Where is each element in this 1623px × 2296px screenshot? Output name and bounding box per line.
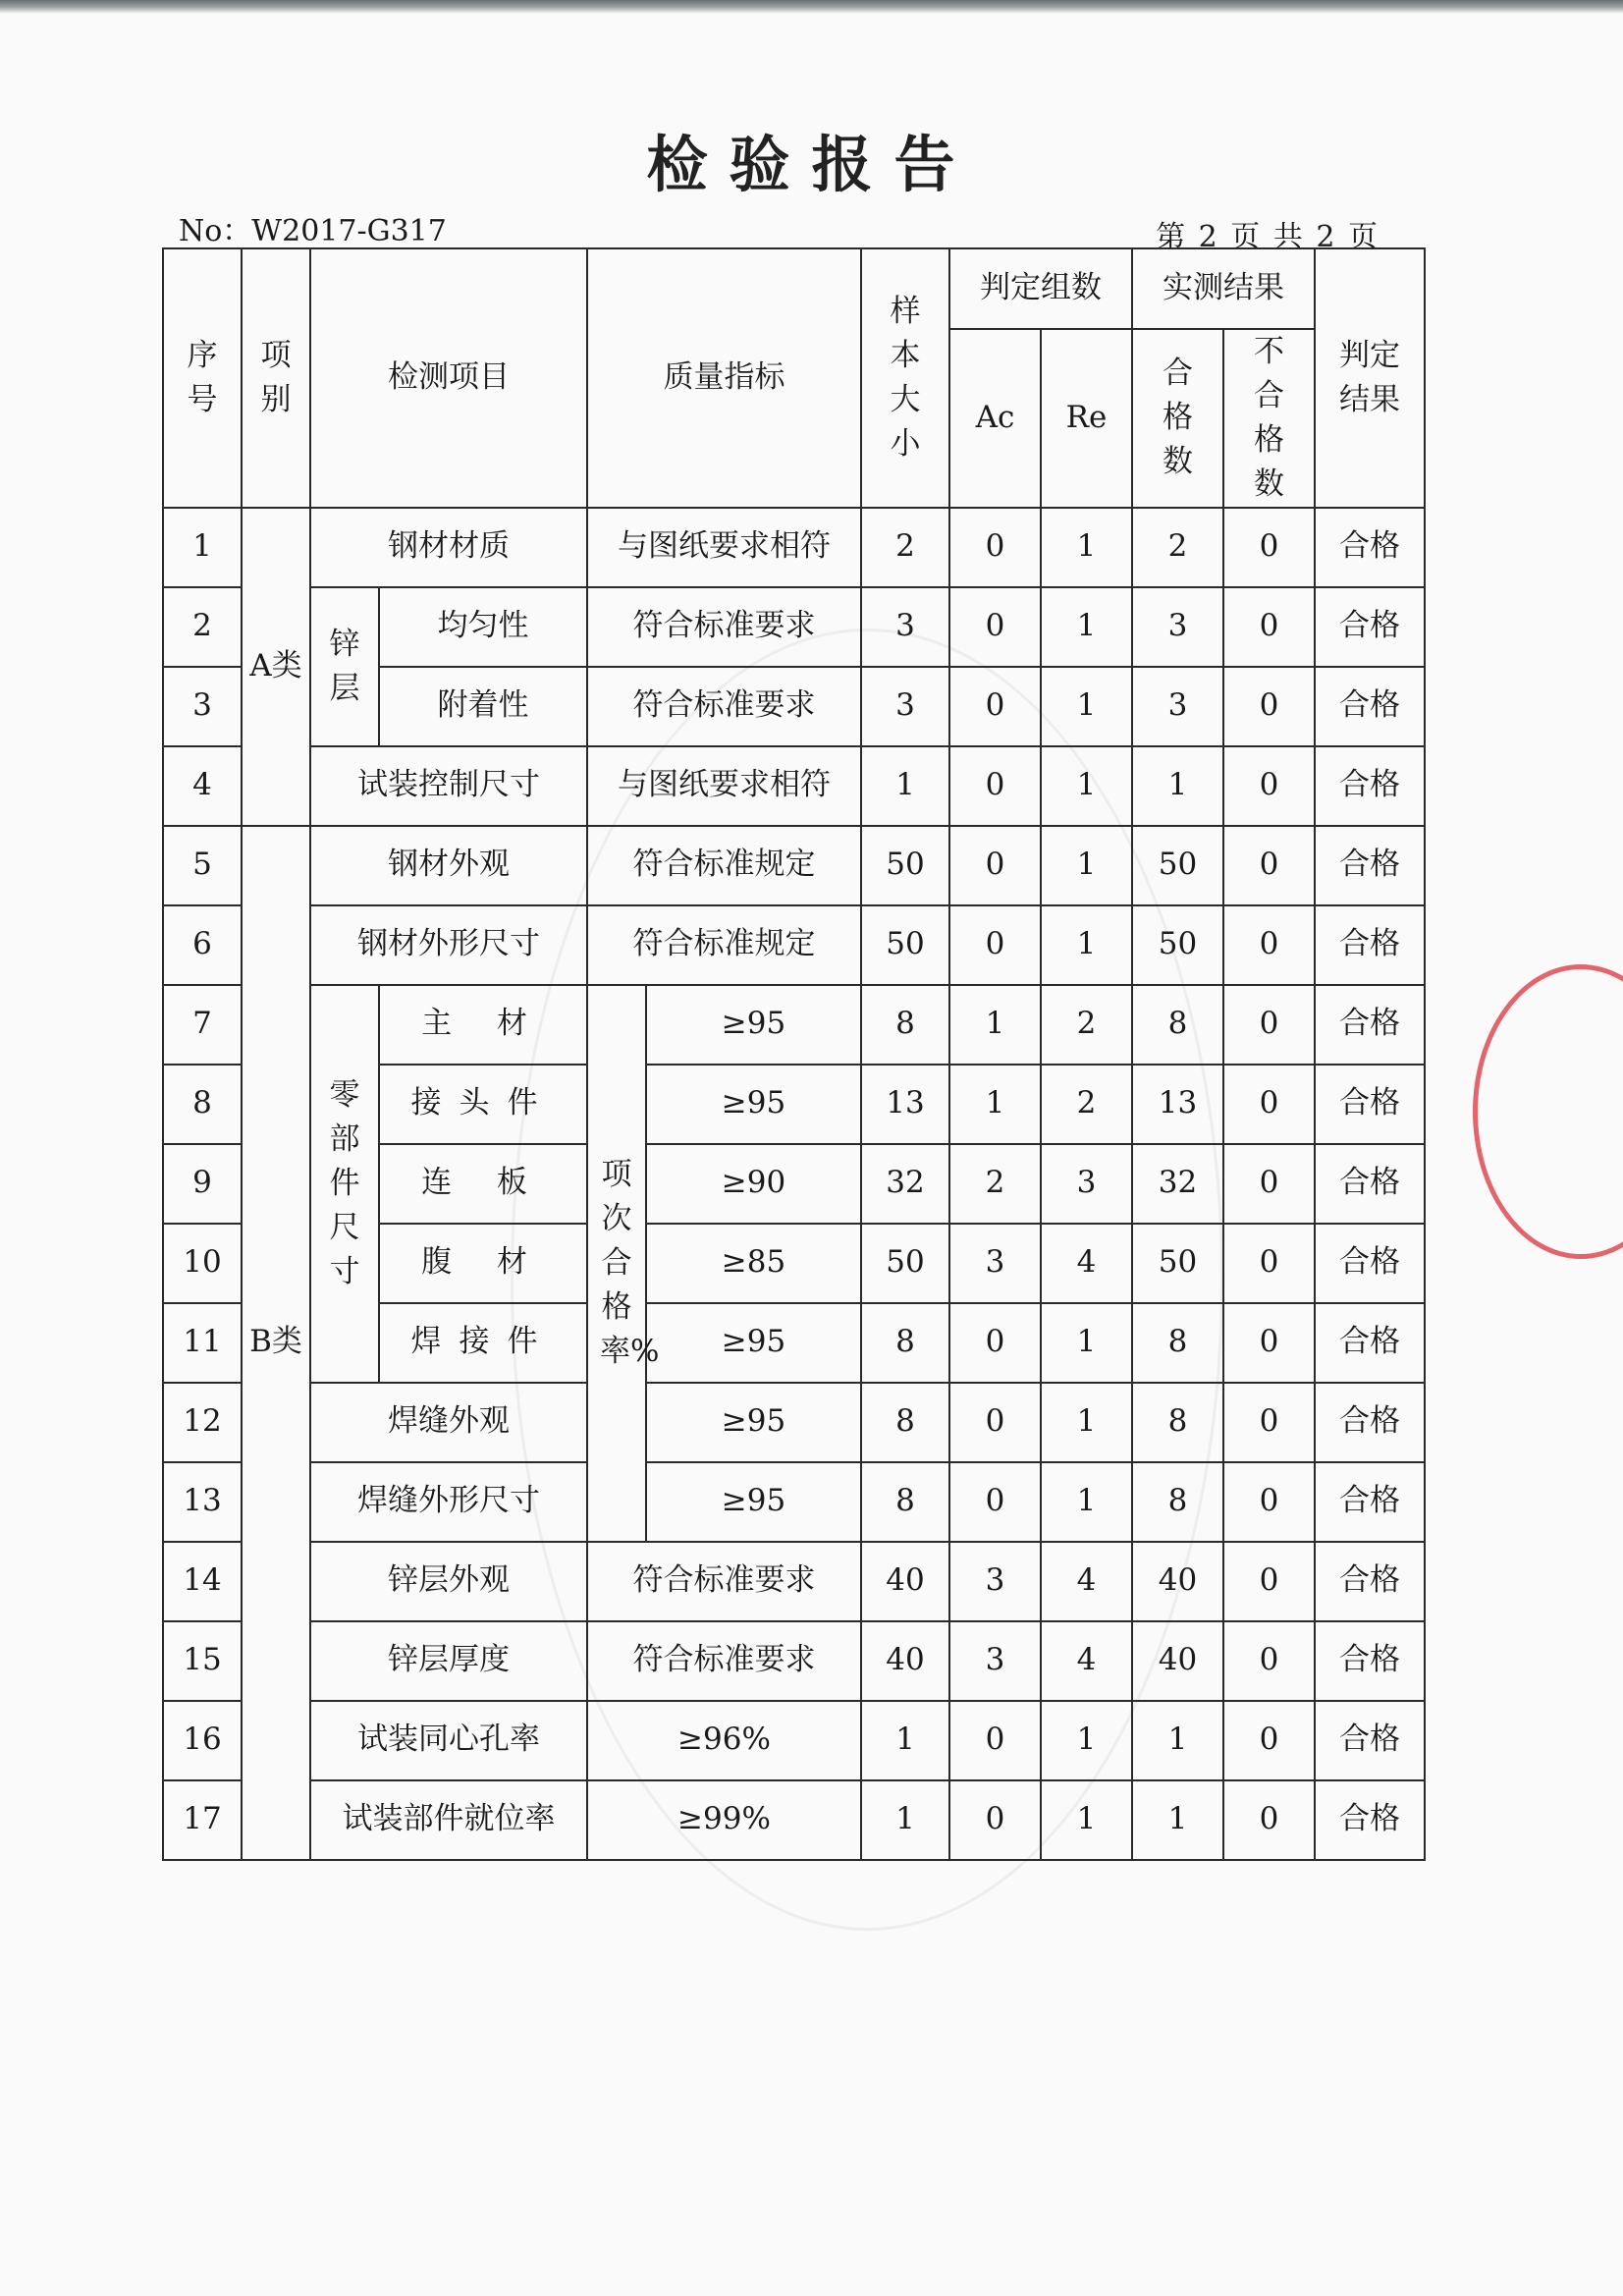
report-number: No：W2017-G317 — [179, 214, 447, 248]
cell-pass: 3 — [1132, 587, 1223, 667]
cell-re: 4 — [1041, 1542, 1132, 1621]
cell-item: 试装同心孔率 — [310, 1701, 587, 1780]
cell-fail: 0 — [1223, 1065, 1315, 1144]
cell-re: 1 — [1041, 905, 1132, 985]
cell-fail: 0 — [1223, 1144, 1315, 1224]
header-ac: Ac — [949, 329, 1041, 508]
group-part-dimension: 零部件尺寸 — [310, 985, 379, 1383]
page-info: 第 2 页 共 2 页 — [1156, 220, 1380, 254]
cell-result: 合格 — [1315, 1542, 1425, 1621]
cell-ac: 3 — [949, 1621, 1041, 1701]
cell-no: 17 — [163, 1780, 242, 1860]
group-a-class: A类 — [242, 508, 310, 826]
cell-fail: 0 — [1223, 1701, 1315, 1780]
cell-item: 连 板 — [379, 1144, 587, 1224]
cell-result: 合格 — [1315, 1462, 1425, 1542]
group-item-pass-rate: 项次合格率% — [587, 985, 646, 1542]
cell-quality: ≥99% — [587, 1780, 861, 1860]
table-row — [163, 985, 1425, 1065]
cell-ac: 1 — [949, 1065, 1041, 1144]
cell-ac: 0 — [949, 1701, 1041, 1780]
cell-re: 1 — [1041, 826, 1132, 905]
cell-ac: 0 — [949, 667, 1041, 746]
cell-item: 腹 材 — [379, 1224, 587, 1303]
cell-quality: ≥95 — [646, 1462, 861, 1542]
cell-result: 合格 — [1315, 1065, 1425, 1144]
cell-quality: ≥95 — [646, 1383, 861, 1462]
cell-sample: 1 — [861, 746, 949, 826]
group-b-class: B类 — [242, 826, 310, 1860]
cell-result: 合格 — [1315, 1303, 1425, 1383]
cell-item: 试装部件就位率 — [310, 1780, 587, 1860]
cell-no: 10 — [163, 1224, 242, 1303]
cell-sample: 1 — [861, 1780, 949, 1860]
cell-sample: 40 — [861, 1542, 949, 1621]
cell-no: 15 — [163, 1621, 242, 1701]
cell-item: 接头件 — [379, 1065, 587, 1144]
cell-item: 锌层外观 — [310, 1542, 587, 1621]
cell-result: 合格 — [1315, 667, 1425, 746]
cell-no: 4 — [163, 746, 242, 826]
cell-pass: 2 — [1132, 508, 1223, 587]
cell-pass: 50 — [1132, 826, 1223, 905]
cell-item: 焊缝外观 — [310, 1383, 587, 1462]
cell-quality: 符合标准要求 — [587, 1621, 861, 1701]
cell-no: 11 — [163, 1303, 242, 1383]
header-item: 检测项目 — [310, 248, 587, 508]
cell-re: 4 — [1041, 1621, 1132, 1701]
cell-ac: 3 — [949, 1224, 1041, 1303]
cell-re: 2 — [1041, 1065, 1132, 1144]
cell-no: 6 — [163, 905, 242, 985]
cell-ac: 0 — [949, 587, 1041, 667]
cell-quality: 与图纸要求相符 — [587, 508, 861, 587]
cell-pass: 3 — [1132, 667, 1223, 746]
cell-pass: 1 — [1132, 1701, 1223, 1780]
table-row — [163, 508, 1425, 587]
cell-ac: 0 — [949, 746, 1041, 826]
cell-quality: ≥95 — [646, 1065, 861, 1144]
cell-fail: 0 — [1223, 905, 1315, 985]
cell-item: 钢材外形尺寸 — [310, 905, 587, 985]
header-result: 判定结果 — [1315, 248, 1425, 508]
header-sample: 样本大小 — [861, 248, 949, 508]
cell-fail: 0 — [1223, 1383, 1315, 1462]
cell-no: 2 — [163, 587, 242, 667]
cell-ac: 0 — [949, 508, 1041, 587]
cell-quality: 符合标准要求 — [587, 1542, 861, 1621]
cell-quality: 符合标准规定 — [587, 905, 861, 985]
inspection-table — [162, 247, 1426, 1861]
cell-item: 主 材 — [379, 985, 587, 1065]
cell-ac: 2 — [949, 1144, 1041, 1224]
cell-sample: 8 — [861, 1462, 949, 1542]
cell-pass: 50 — [1132, 1224, 1223, 1303]
cell-sample: 8 — [861, 985, 949, 1065]
cell-re: 1 — [1041, 1780, 1132, 1860]
cell-no: 1 — [163, 508, 242, 587]
cell-item: 附着性 — [379, 667, 587, 746]
cell-result: 合格 — [1315, 1621, 1425, 1701]
cell-pass: 8 — [1132, 1303, 1223, 1383]
cell-no: 8 — [163, 1065, 242, 1144]
cell-sample: 8 — [861, 1383, 949, 1462]
cell-fail: 0 — [1223, 1621, 1315, 1701]
cell-sample: 8 — [861, 1303, 949, 1383]
cell-re: 1 — [1041, 1303, 1132, 1383]
cell-result: 合格 — [1315, 746, 1425, 826]
cell-re: 1 — [1041, 1701, 1132, 1780]
cell-ac: 0 — [949, 1462, 1041, 1542]
cell-quality: 符合标准规定 — [587, 826, 861, 905]
cell-result: 合格 — [1315, 1224, 1425, 1303]
cell-no: 13 — [163, 1462, 242, 1542]
cell-fail: 0 — [1223, 1462, 1315, 1542]
header-measured: 实测结果 — [1132, 248, 1315, 329]
cell-re: 1 — [1041, 667, 1132, 746]
cell-ac: 0 — [949, 1303, 1041, 1383]
cell-ac: 0 — [949, 905, 1041, 985]
header-fail-count: 不合格数 — [1223, 329, 1315, 508]
cell-quality: ≥85 — [646, 1224, 861, 1303]
cell-result: 合格 — [1315, 1144, 1425, 1224]
cell-re: 4 — [1041, 1224, 1132, 1303]
cell-quality: ≥90 — [646, 1144, 861, 1224]
cell-sample: 13 — [861, 1065, 949, 1144]
table-row — [163, 1383, 1425, 1462]
cell-sample: 1 — [861, 1701, 949, 1780]
cell-ac: 0 — [949, 1383, 1041, 1462]
cell-sample: 40 — [861, 1621, 949, 1701]
group-zinc: 锌层 — [310, 587, 379, 746]
cell-item: 钢材外观 — [310, 826, 587, 905]
table-row — [163, 826, 1425, 905]
red-seal-stamp — [1473, 964, 1623, 1259]
cell-no: 16 — [163, 1701, 242, 1780]
cell-no: 5 — [163, 826, 242, 905]
cell-ac: 0 — [949, 1780, 1041, 1860]
cell-fail: 0 — [1223, 1780, 1315, 1860]
cell-fail: 0 — [1223, 587, 1315, 667]
cell-no: 9 — [163, 1144, 242, 1224]
header-re: Re — [1041, 329, 1132, 508]
cell-pass: 8 — [1132, 1383, 1223, 1462]
cell-no: 12 — [163, 1383, 242, 1462]
cell-sample: 50 — [861, 905, 949, 985]
cell-pass: 13 — [1132, 1065, 1223, 1144]
cell-fail: 0 — [1223, 1224, 1315, 1303]
cell-fail: 0 — [1223, 746, 1315, 826]
document-title: 检验报告 — [646, 129, 977, 200]
cell-quality: ≥96% — [587, 1701, 861, 1780]
cell-re: 1 — [1041, 587, 1132, 667]
table-row — [163, 1621, 1425, 1701]
table-row — [163, 1701, 1425, 1780]
cell-quality: 符合标准要求 — [587, 587, 861, 667]
cell-result: 合格 — [1315, 826, 1425, 905]
cell-pass: 40 — [1132, 1621, 1223, 1701]
table-row — [163, 1542, 1425, 1621]
cell-fail: 0 — [1223, 826, 1315, 905]
cell-result: 合格 — [1315, 905, 1425, 985]
cell-fail: 0 — [1223, 1303, 1315, 1383]
cell-result: 合格 — [1315, 985, 1425, 1065]
header-pass-count: 合格数 — [1132, 329, 1223, 508]
cell-quality: 与图纸要求相符 — [587, 746, 861, 826]
cell-item: 锌层厚度 — [310, 1621, 587, 1701]
cell-pass: 8 — [1132, 1462, 1223, 1542]
cell-pass: 40 — [1132, 1542, 1223, 1621]
cell-sample: 2 — [861, 508, 949, 587]
cell-re: 3 — [1041, 1144, 1132, 1224]
cell-result: 合格 — [1315, 508, 1425, 587]
cell-pass: 8 — [1132, 985, 1223, 1065]
cell-fail: 0 — [1223, 508, 1315, 587]
header-quality: 质量指标 — [587, 248, 861, 508]
cell-pass: 50 — [1132, 905, 1223, 985]
cell-result: 合格 — [1315, 1780, 1425, 1860]
cell-re: 1 — [1041, 508, 1132, 587]
cell-sample: 50 — [861, 826, 949, 905]
header-category: 项别 — [242, 248, 310, 508]
cell-sample: 3 — [861, 667, 949, 746]
cell-item: 试装控制尺寸 — [310, 746, 587, 826]
cell-result: 合格 — [1315, 1701, 1425, 1780]
cell-quality: ≥95 — [646, 1303, 861, 1383]
cell-no: 3 — [163, 667, 242, 746]
cell-sample: 32 — [861, 1144, 949, 1224]
cell-result: 合格 — [1315, 587, 1425, 667]
cell-ac: 1 — [949, 985, 1041, 1065]
cell-no: 7 — [163, 985, 242, 1065]
cell-item: 均匀性 — [379, 587, 587, 667]
scan-edge — [0, 0, 1623, 14]
cell-result: 合格 — [1315, 1383, 1425, 1462]
cell-re: 1 — [1041, 746, 1132, 826]
table-row — [163, 587, 1425, 667]
cell-pass: 1 — [1132, 746, 1223, 826]
table-row — [163, 1780, 1425, 1860]
cell-ac: 0 — [949, 826, 1041, 905]
cell-pass: 1 — [1132, 1780, 1223, 1860]
cell-sample: 50 — [861, 1224, 949, 1303]
cell-re: 1 — [1041, 1462, 1132, 1542]
cell-quality: ≥95 — [646, 985, 861, 1065]
cell-no: 14 — [163, 1542, 242, 1621]
table-row — [163, 1462, 1425, 1542]
cell-re: 2 — [1041, 985, 1132, 1065]
cell-item: 焊接件 — [379, 1303, 587, 1383]
header-seq: 序号 — [163, 248, 242, 508]
cell-re: 1 — [1041, 1383, 1132, 1462]
cell-sample: 3 — [861, 587, 949, 667]
cell-ac: 3 — [949, 1542, 1041, 1621]
table-row — [163, 905, 1425, 985]
cell-fail: 0 — [1223, 1542, 1315, 1621]
cell-pass: 32 — [1132, 1144, 1223, 1224]
cell-item: 焊缝外形尺寸 — [310, 1462, 587, 1542]
table-row — [163, 746, 1425, 826]
cell-fail: 0 — [1223, 985, 1315, 1065]
cell-quality: 符合标准要求 — [587, 667, 861, 746]
header-judge-group: 判定组数 — [949, 248, 1132, 329]
cell-item: 钢材材质 — [310, 508, 587, 587]
cell-fail: 0 — [1223, 667, 1315, 746]
